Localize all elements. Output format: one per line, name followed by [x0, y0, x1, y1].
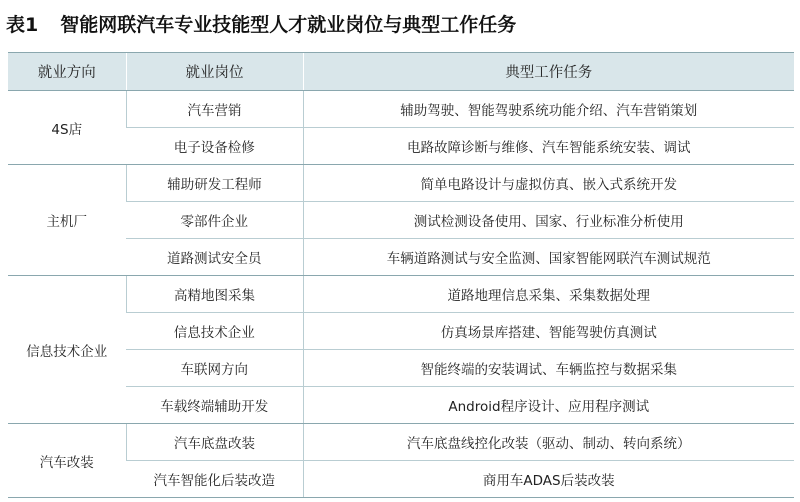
header-position: 就业岗位	[126, 53, 303, 91]
tasks-cell: 电路故障诊断与维修、汽车智能系统安装、调试	[303, 128, 794, 165]
position-cell: 车联网方向	[126, 350, 303, 387]
position-cell: 高精地图采集	[126, 276, 303, 313]
tasks-cell: 车辆道路测试与安全监测、国家智能网联汽车测试规范	[303, 239, 794, 276]
tasks-cell: 道路地理信息采集、采集数据处理	[303, 276, 794, 313]
tasks-cell: 汽车底盘线控化改装（驱动、制动、转向系统）	[303, 424, 794, 461]
table-caption	[6, 8, 516, 42]
table-row	[8, 350, 794, 387]
position-cell: 道路测试安全员	[126, 239, 303, 276]
position-cell: 汽车底盘改装	[126, 424, 303, 461]
direction-cell: 信息技术企业	[8, 276, 126, 424]
position-cell: 信息技术企业	[126, 313, 303, 350]
table-row	[8, 461, 794, 498]
tasks-cell: 智能终端的安装调试、车辆监控与数据采集	[303, 350, 794, 387]
table-row	[8, 276, 794, 313]
tasks-cell: 辅助驾驶、智能驾驶系统功能介绍、汽车营销策划	[303, 91, 794, 128]
position-cell: 电子设备检修	[126, 128, 303, 165]
table-body	[8, 91, 794, 498]
position-cell: 车载终端辅助开发	[126, 387, 303, 424]
tasks-cell: 简单电路设计与虚拟仿真、嵌入式系统开发	[303, 165, 794, 202]
table-row	[8, 387, 794, 424]
direction-cell: 主机厂	[8, 165, 126, 276]
position-cell: 辅助研发工程师	[126, 165, 303, 202]
header-row	[8, 53, 794, 91]
jobs-table	[8, 52, 794, 498]
table-row	[8, 91, 794, 128]
tasks-cell: 仿真场景库搭建、智能驾驶仿真测试	[303, 313, 794, 350]
table-row	[8, 202, 794, 239]
tasks-cell: 商用车ADAS后装改装	[303, 461, 794, 498]
table-row	[8, 424, 794, 461]
direction-cell: 汽车改装	[8, 424, 126, 498]
table-row	[8, 239, 794, 276]
table-row	[8, 313, 794, 350]
table-row	[8, 165, 794, 202]
tasks-cell: 测试检测设备使用、国家、行业标准分析使用	[303, 202, 794, 239]
tasks-cell: Android程序设计、应用程序测试	[303, 387, 794, 424]
position-cell: 零部件企业	[126, 202, 303, 239]
header-direction: 就业方向	[8, 53, 126, 91]
table-row	[8, 128, 794, 165]
header-tasks: 典型工作任务	[303, 53, 794, 91]
position-cell: 汽车智能化后装改造	[126, 461, 303, 498]
table-number: 表1	[6, 14, 39, 36]
table-header	[8, 53, 794, 91]
position-cell: 汽车营销	[126, 91, 303, 128]
direction-cell: 4S店	[8, 91, 126, 165]
table-title: 智能网联汽车专业技能型人才就业岗位与典型工作任务	[60, 14, 517, 36]
